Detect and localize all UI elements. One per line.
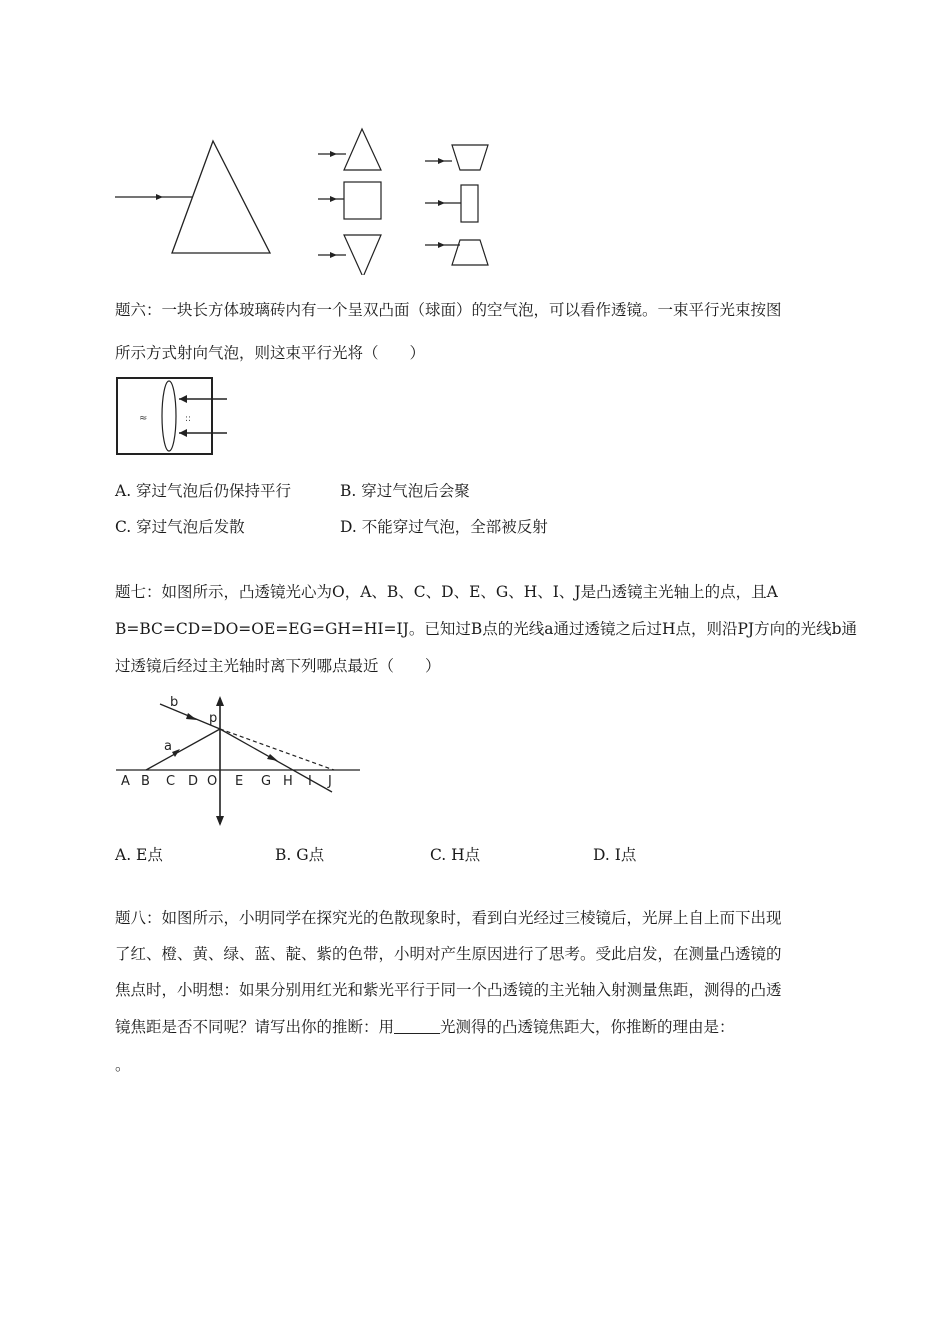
q8-text-line4-end: 光测得的凸透镜焦距大，你推断的理由是： — [440, 1018, 735, 1036]
q6-text-line1: 题六：一块长方体玻璃砖内有一个呈双凸面（球面）的空气泡，可以看作透镜。一束平行光束按图 — [115, 301, 782, 319]
point-p-label: p — [209, 711, 218, 726]
axis-point-label: D — [188, 774, 199, 789]
q7-text-line1: 题七：如图所示，凸透镜光心为O，A、B、C、D、E、G、H、I、J是凸透镜主光轴上的点，且A — [115, 583, 778, 601]
axis-point-label: J — [328, 774, 332, 789]
prism-shapes-figure — [100, 125, 520, 275]
q8-text-line5: 。 — [115, 1056, 131, 1074]
q6-option-b[interactable]: B. 穿过气泡后会聚 — [340, 482, 470, 500]
q7-option-c[interactable]: C. H点 — [430, 846, 481, 864]
svg-text:::: :: — [185, 414, 192, 424]
q6-option-a[interactable]: A. 穿过气泡后仍保持平行 — [115, 482, 292, 500]
convex-lens-figure — [110, 692, 370, 832]
ray-b-label: b — [170, 695, 179, 710]
q6-text-line2: 所示方式射向气泡，则这束平行光将（ ） — [115, 344, 426, 362]
answer-blank[interactable] — [394, 1019, 440, 1034]
q6-option-c[interactable]: C. 穿过气泡后发散 — [115, 518, 245, 536]
air-bubble-figure — [115, 375, 235, 457]
q7-text-line3: 过透镜后经过主光轴时离下列哪点最近（ ） — [115, 657, 441, 675]
q8-text-line3: 焦点时，小明想：如果分别用红光和紫光平行于同一个凸透镜的主光轴入射测量焦距，测得的凸透 — [115, 981, 782, 999]
q7-option-b[interactable]: B. G点 — [275, 846, 325, 864]
axis-point-label: B — [141, 774, 150, 789]
axis-point-label: I — [308, 774, 312, 789]
svg-text:≈: ≈ — [139, 413, 148, 424]
q8-text-line4 — [115, 1017, 845, 1038]
axis-point-label: E — [235, 774, 244, 789]
q7-text-line2: B=BC=CD=DO=OE=EG=GH=HI=IJ。已知过B点的光线a通过透镜之后过H点，则沿PJ方向的光线b通 — [115, 620, 858, 638]
q7-option-d[interactable]: D. I点 — [593, 846, 637, 864]
q8-text-line4-start: 镜焦距是否不同呢？请写出你的推断：用 — [115, 1018, 395, 1036]
axis-point-label: H — [283, 774, 293, 789]
axis-point-label: A — [121, 774, 130, 789]
axis-point-label: G — [261, 774, 272, 789]
axis-point-label: C — [166, 774, 176, 789]
q8-text-line2: 了红、橙、黄、绿、蓝、靛、紫的色带，小明对产生原因进行了思考。受此启发，在测量凸透镜的 — [115, 945, 782, 963]
q7-option-a[interactable]: A. E点 — [115, 846, 163, 864]
axis-point-label: O — [207, 774, 218, 789]
q6-option-d[interactable]: D. 不能穿过气泡，全部被反射 — [340, 518, 548, 536]
q8-text-line1: 题八：如图所示，小明同学在探究光的色散现象时，看到白光经过三棱镜后，光屏上自上而下出现 — [115, 909, 782, 927]
ray-a-label: a — [164, 739, 172, 754]
